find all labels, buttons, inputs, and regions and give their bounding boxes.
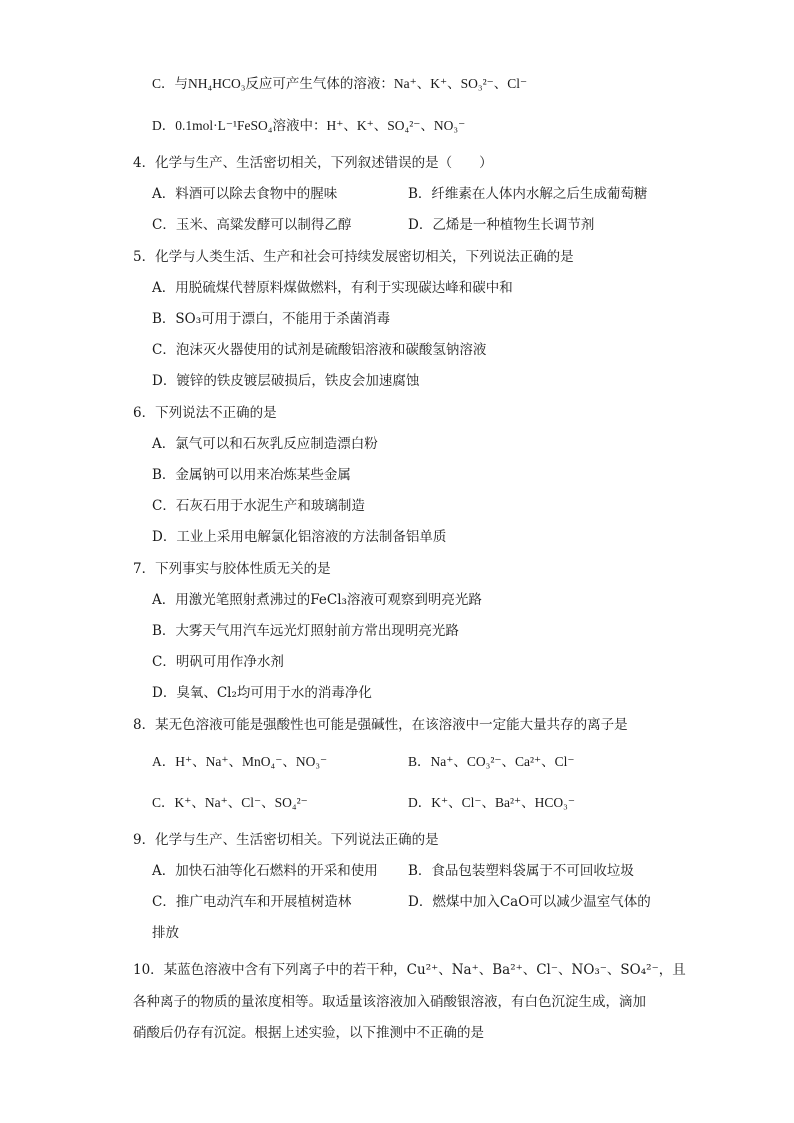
q5-option-c: C．泡沫灭火器使用的试剂是硫酸铝溶液和碳酸氢钠溶液 bbox=[152, 342, 487, 358]
q7-option-b: B．大雾天气用汽车远光灯照射前方常出现明亮光路 bbox=[152, 623, 459, 639]
q8-stem: 8．某无色溶液可能是强酸性也可能是强碱性，在该溶液中一定能大量共存的离子是 bbox=[133, 717, 628, 733]
q6-option-d: D．工业上采用电解氯化铝溶液的方法制备铝单质 bbox=[152, 529, 447, 545]
q10-stem-line1: 10．某蓝色溶液中含有下列离子中的若干种，Cu²⁺、Na⁺、Ba²⁺、Cl⁻、NO₃⁻、SO₄²⁻，且 bbox=[133, 962, 686, 978]
q4-stem: 4．化学与生产、生活密切相关，下列叙述错误的是（ ） bbox=[133, 155, 493, 171]
q7-option-c: C．明矾可用作净水剂 bbox=[152, 654, 284, 670]
q6-option-c: C．石灰石用于水泥生产和玻璃制造 bbox=[152, 498, 365, 514]
q8-option-a: A．H⁺、Na⁺、MnO₄⁻、NO₃⁻ bbox=[152, 754, 328, 769]
q4-option-d: D．乙烯是一种植物生长调节剂 bbox=[408, 217, 595, 233]
q9-option-b: B．食品包装塑料袋属于不可回收垃圾 bbox=[408, 863, 634, 879]
q4-option-a: A．料酒可以除去食物中的腥味 bbox=[152, 186, 338, 202]
q7-stem: 7．下列事实与胶体性质无关的是 bbox=[133, 561, 331, 577]
q9-option-a: A．加快石油等化石燃料的开采和使用 bbox=[152, 863, 378, 879]
q10-stem-line3: 硝酸后仍存有沉淀。根据上述实验，以下推测中不正确的是 bbox=[133, 1025, 484, 1041]
q6-option-a: A．氯气可以和石灰乳反应制造漂白粉 bbox=[152, 436, 378, 452]
q9-option-d: D．燃煤中加入CaO可以减少温室气体的 bbox=[408, 894, 651, 910]
q6-stem: 6．下列说法不正确的是 bbox=[133, 405, 277, 421]
q5-stem: 5．化学与人类生活、生产和社会可持续发展密切相关，下列说法正确的是 bbox=[133, 249, 574, 265]
q6-option-b: B．金属钠可以用来冶炼某些金属 bbox=[152, 467, 351, 483]
q9-stem: 9．化学与生产、生活密切相关。下列说法正确的是 bbox=[133, 832, 439, 848]
q8-option-b: B．Na⁺、CO₃²⁻、Ca²⁺、Cl⁻ bbox=[408, 754, 575, 769]
q9-option-d-continued: 排放 bbox=[152, 925, 179, 941]
q8-option-c: C．K⁺、Na⁺、Cl⁻、SO₄²⁻ bbox=[152, 795, 308, 810]
q9-option-c: C．推广电动汽车和开展植树造林 bbox=[152, 894, 352, 910]
q7-option-d: D．臭氧、Cl₂均可用于水的消毒净化 bbox=[152, 685, 372, 701]
q3-option-d: D．0.1mol·L⁻¹FeSO₄溶液中：H⁺、K⁺、SO₄²⁻、NO₃⁻ bbox=[152, 118, 466, 133]
q10-stem-line2: 各种离子的物质的量浓度相等。取适量该溶液加入硝酸银溶液，有白色沉淀生成，滴加 bbox=[133, 994, 646, 1010]
q3-option-c: C．与NH₄HCO₃反应可产生气体的溶液：Na⁺、K⁺、SO₃²⁻、Cl⁻ bbox=[152, 76, 528, 91]
q5-option-b: B．SO₃可用于漂白，不能用于杀菌消毒 bbox=[152, 311, 391, 327]
q4-option-c: C．玉米、高粱发酵可以制得乙醇 bbox=[152, 217, 352, 233]
q8-option-d: D．K⁺、Cl⁻、Ba²⁺、HCO₃⁻ bbox=[408, 795, 576, 810]
q4-option-b: B．纤维素在人体内水解之后生成葡萄糖 bbox=[408, 186, 648, 202]
q5-option-a: A．用脱硫煤代替原料煤做燃料，有利于实现碳达峰和碳中和 bbox=[152, 280, 513, 296]
q7-option-a: A．用激光笔照射煮沸过的FeCl₃溶液可观察到明亮光路 bbox=[152, 592, 482, 608]
q5-option-d: D．镀锌的铁皮镀层破损后，铁皮会加速腐蚀 bbox=[152, 373, 420, 389]
